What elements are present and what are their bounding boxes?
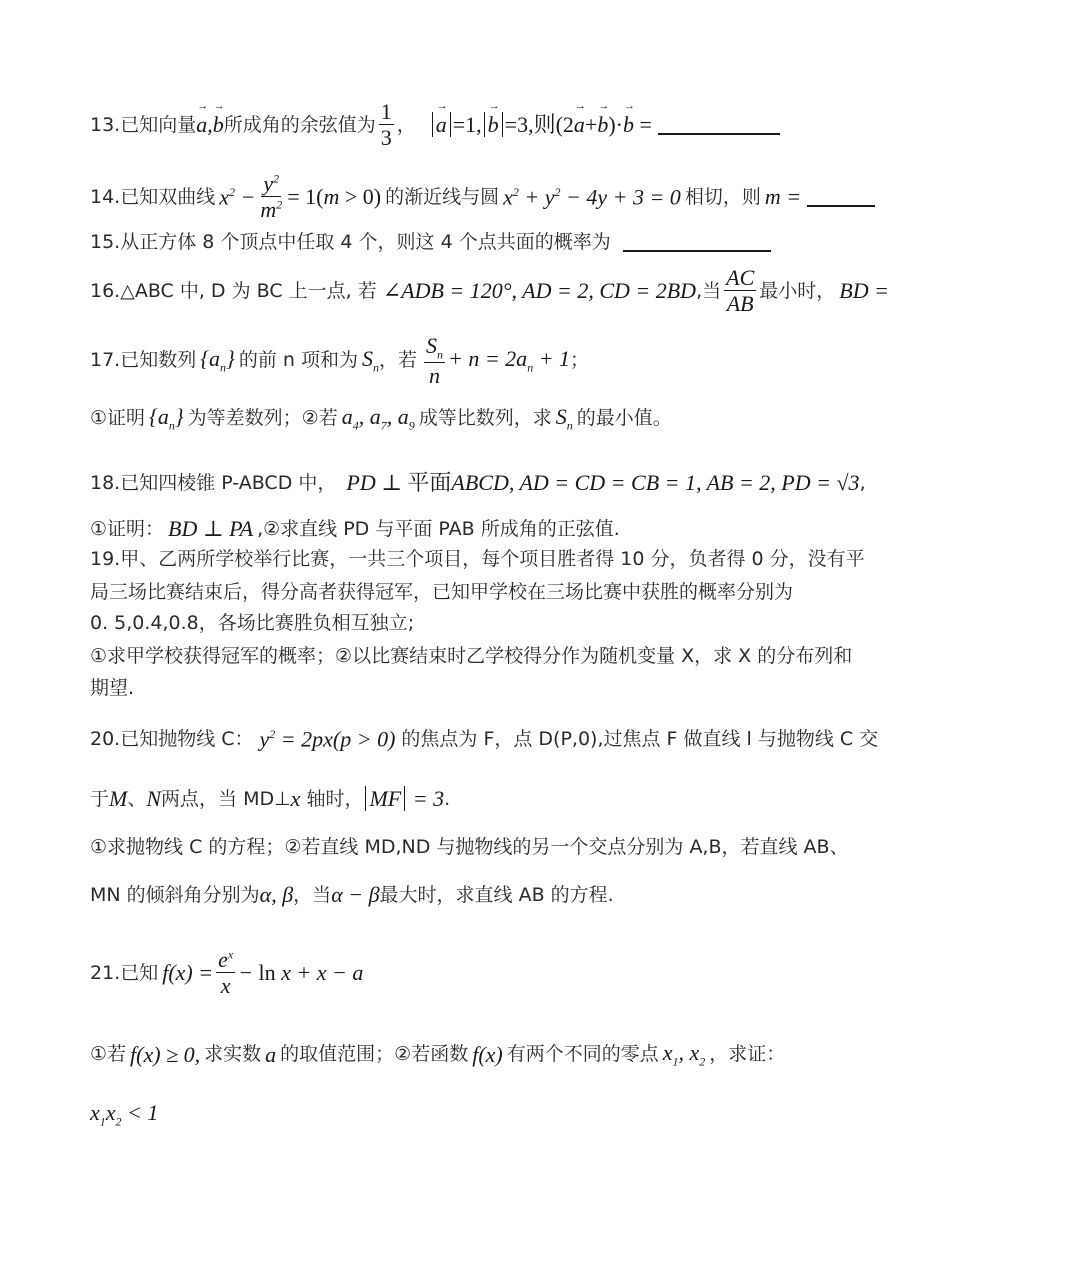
question-18-sub: ①证明： BD ⊥ PA ,②求直线 PD 与平面 PAB 所成角的正弦值. (90, 516, 620, 541)
question-21: 21.已知 f(x) = $\frac{e^x}{x}$ − ln x + x − a (90, 947, 364, 999)
question-19-line-2: 局三场比赛结束后，得分高者获得冠军，已知甲学校在三场比赛中获胜的概率分别为 (90, 581, 794, 603)
question-19-line-5: 期望. (90, 677, 135, 699)
question-17: 17.已知数列 $\{a_n\}$ 的前 n 项和为 $S_n$ ，若 $\frac{S_n}{n}$ + $n = 2a_n + 1$ ； (90, 333, 590, 388)
q14-circle: $x^2 + y^2 - 4y + 3 = 0$ (503, 184, 681, 210)
q13-vectors: → a,→ b (196, 114, 224, 136)
question-20-line-4: MN 的倾斜角分别为 α, β ，当 α − β 最大时，求直线 AB 的方程. (90, 882, 614, 907)
question-19-line-3: 0. 5,0.4,0.8，各场比赛胜负相互独立; (90, 612, 415, 634)
question-20-line-1: 20.已知抛物线 C： $y^2 = 2px(p > 0)$ 的焦点为 F，点 D(P,0),过焦点 F 做直线 l 与抛物线 C 交 (90, 726, 879, 752)
q13-prefix: 13.已知向量 (90, 113, 197, 136)
q13-conditions: → a =1, → b =3,则(2→ a+→ b)·→ b = (430, 114, 652, 136)
question-20-line-3: ①求抛物线 C 的方程；②若直线 MD,ND 与抛物线的另一个交点分别为 A,B，若直线 AB、 (90, 836, 849, 858)
question-21-conclusion: $x_1x_2 < 1$ (90, 1100, 159, 1129)
q21-fraction: $\frac{e^x}{x}$ (218, 947, 234, 999)
q17-fraction: $\frac{S_n}{n}$ (425, 333, 443, 388)
q16-fraction: $\frac{AC}{AB}$ (726, 265, 755, 317)
question-19-line-1: 19.甲、乙两所学校举行比赛，一共三个项目，每个项目胜者得 10 分，负者得 0 分，没有平 (90, 548, 865, 570)
question-17-sub: ①证明 $\{a_n\}$ 为等差数列；②若 $a_4$, $a_7$, $a_9$ 成等比数列，求 $S_n$ 的最小值。 (90, 404, 672, 433)
q15-answer-blank[interactable] (623, 232, 771, 252)
q13-answer-blank[interactable] (658, 115, 780, 135)
question-15 (90, 232, 771, 252)
q14-fraction: $\frac{y^2}{m^2}$ (260, 171, 283, 223)
question-18: 18.已知四棱锥 P-ABCD 中， PD ⊥ 平面ABCD, AD = CD = CB = 1, AB = 2, PD = √3 , (90, 470, 866, 495)
q14-answer-blank[interactable] (807, 187, 875, 207)
q13-fraction: $\frac{1}{3}$ (380, 99, 392, 151)
question-21-sub: ①若 f(x) ≥ 0, 求实数 a 的取值范围；②若函数 f(x) 有两个不同的零点 $x_1$, $x_2$ ，求证： (90, 1040, 786, 1069)
q13-mid: 所成角的余弦值为 (223, 113, 376, 136)
question-14: 14.已知双曲线 $x^2$ − $\frac{y^2}{m^2}$ = 1(m > 0) 的渐近线与圆 $x^2 + y^2 - 4y + 3 = 0$ 相切，则 m = (90, 172, 875, 222)
q15-text: 15.从正方体 8 个顶点中任取 4 个，则这 4 个点共面的概率为 (90, 230, 611, 253)
question-19-line-4: ①求甲学校获得冠军的概率；②以比赛结束时乙学校得分作为随机变量 X，求 X 的分布列和 (90, 645, 853, 667)
question-13: 13.已知向量 → a,→ b 所成角的余弦值为 $\frac{1}{3}$ ， → a =1, → b =3,则(2→ a+→ b)·→ b = (90, 100, 780, 150)
question-16: 16.△ABC 中, D 为 BC 上一点, 若 ∠ADB = 120°, AD = 2, CD = 2BD ,当 $\frac{AC}{AB}$ 最小时， BD = (90, 265, 889, 317)
question-20-line-2: 于 M 、 N 两点，当 MD⊥ x 轴时， MF = 3 . (90, 786, 451, 811)
